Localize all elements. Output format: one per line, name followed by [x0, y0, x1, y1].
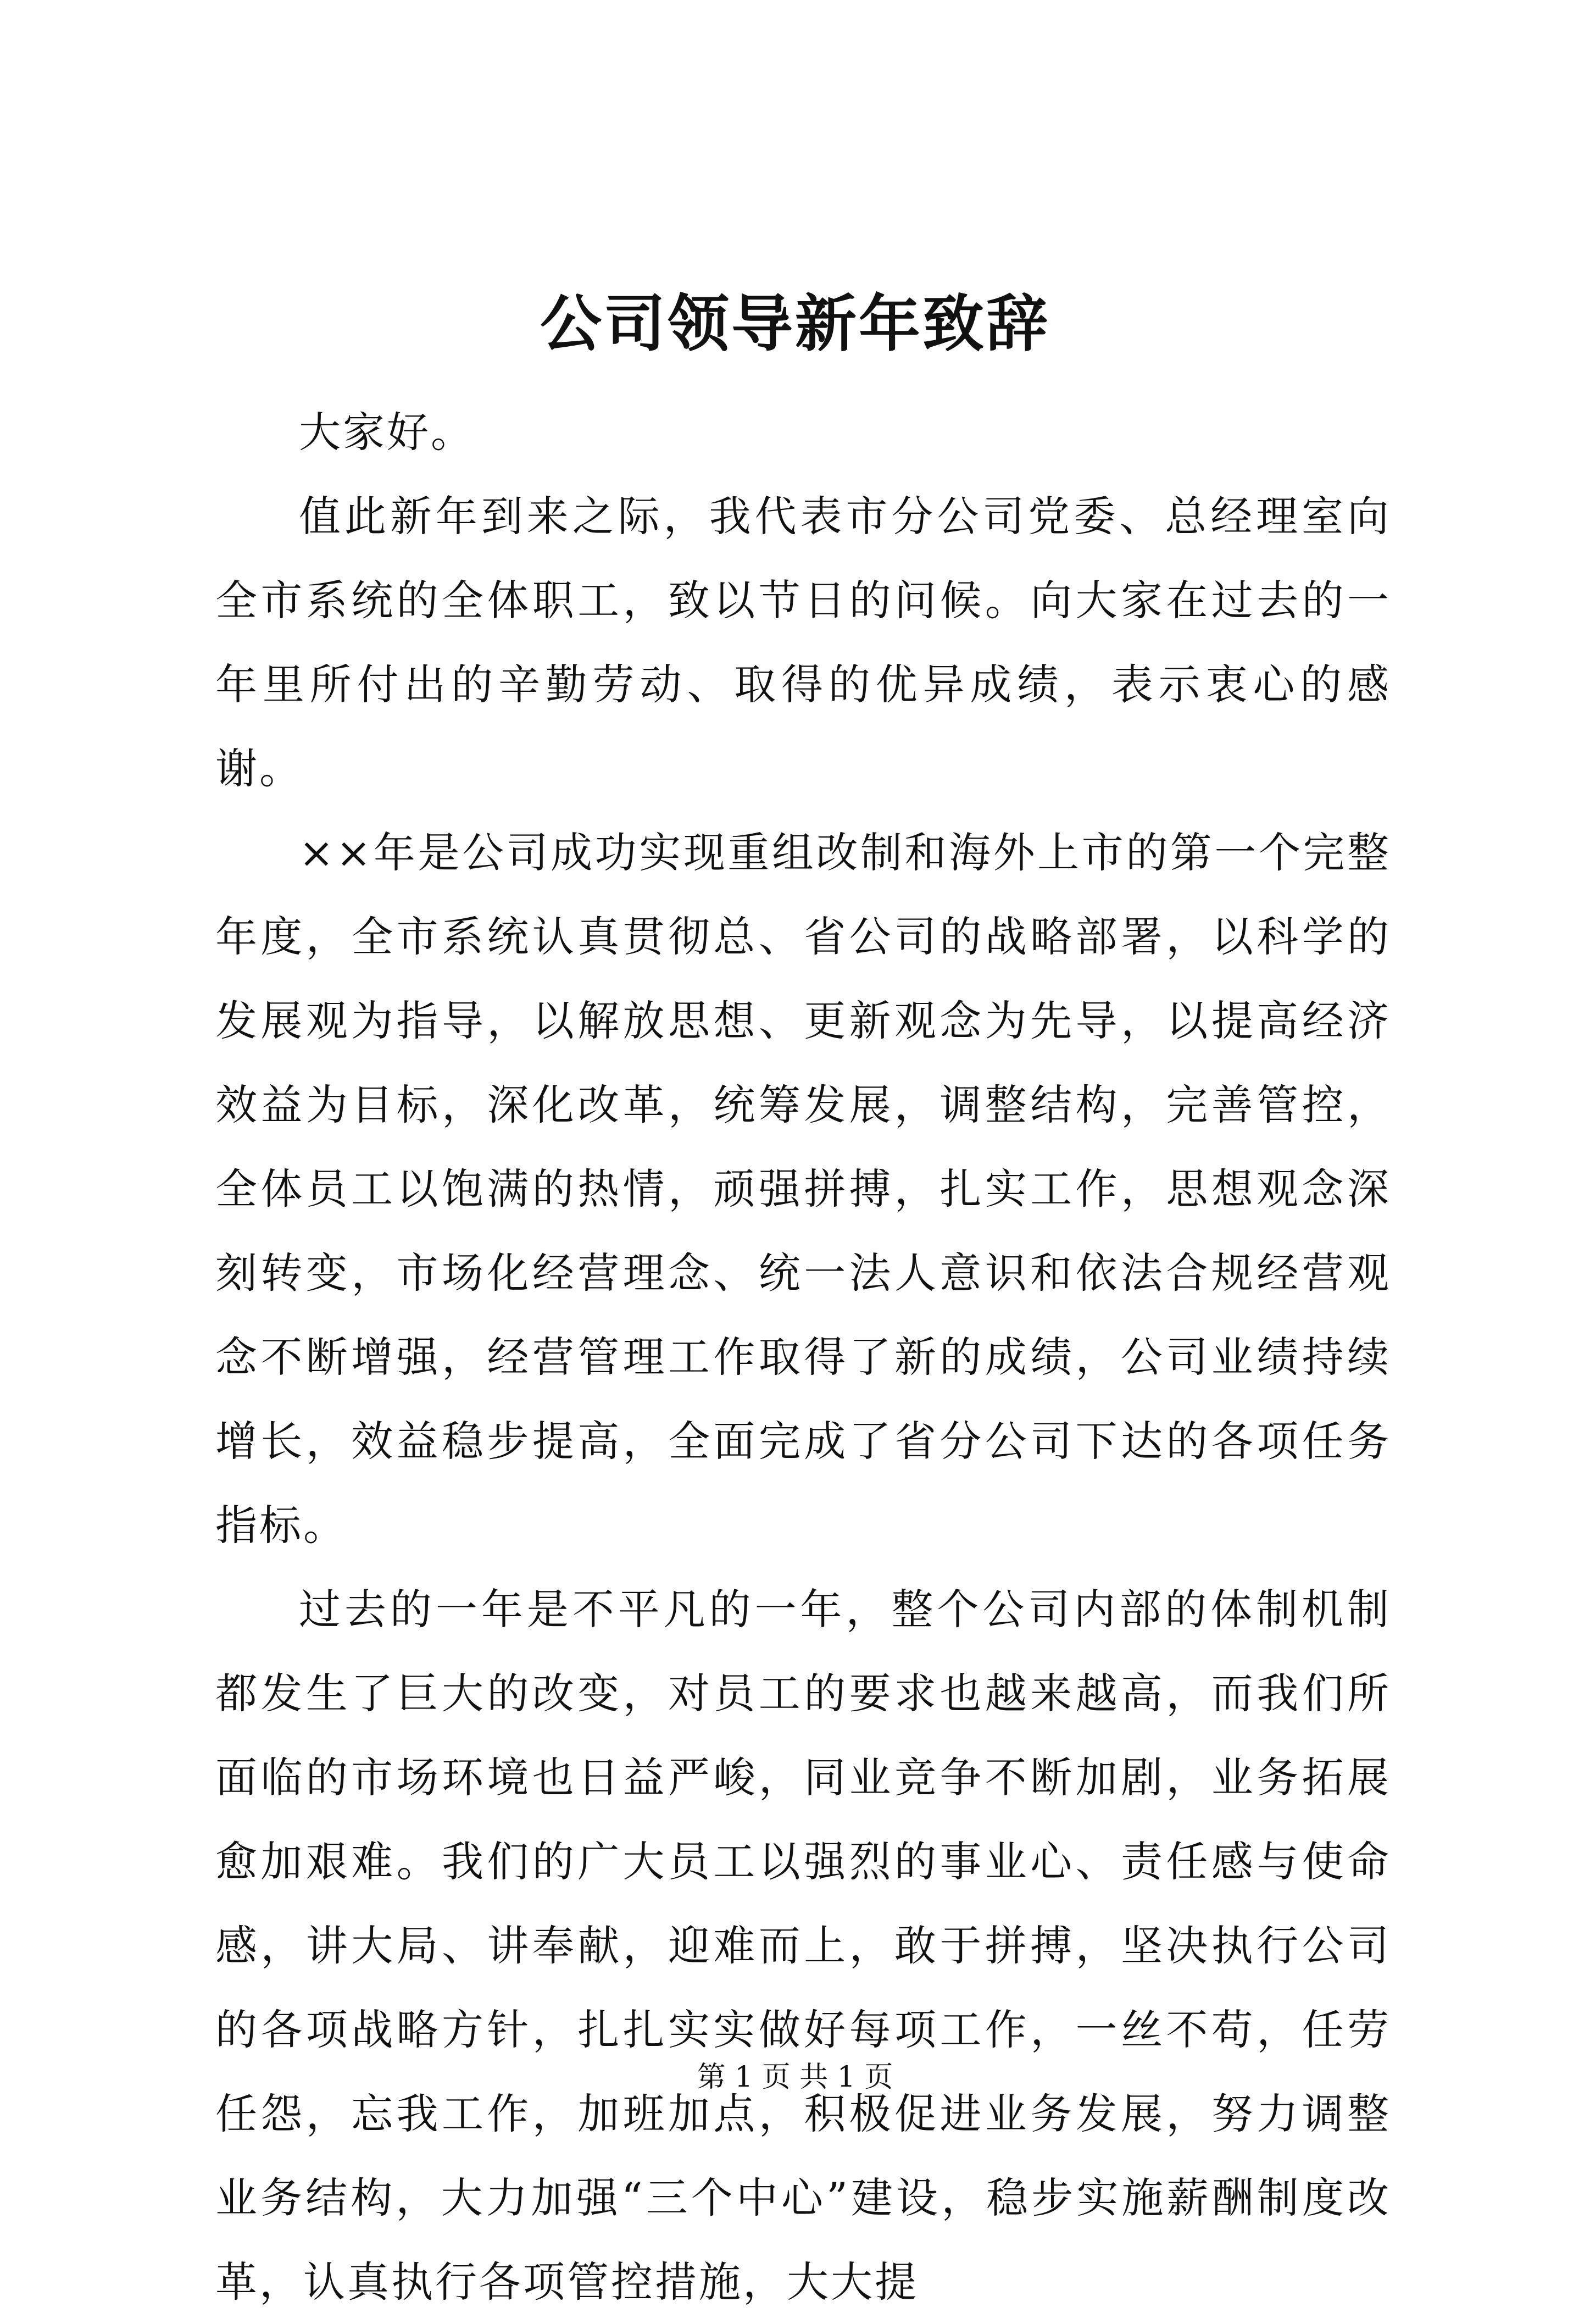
paragraph-year-review: ××年是公司成功实现重组改制和海外上市的第一个完整年度，全市系统认真贯彻总、省公司的战略部署，以科学的发展观为指导，以解放思想、更新观念为先导，以提高经济效益为目标，深化改革，统筹发展，调整结构，完善管控，全体员工以饱满的热情，顽强拼搏，扎实工作，思想观念深刻转变，市场化经营理念、统一法人意识和依法合规经营观念不断增强，经营管理工作取得了新的成绩，公司业绩持续增长，效益稳步提高，全面完成了省分公司下达的各项任务指标。	[215, 828, 1391, 1550]
paragraph-greeting: 大家好。	[299, 408, 475, 457]
document-title: 公司领导新年致辞	[540, 288, 1050, 360]
paragraph-greetings-thanks: 值此新年到来之际，我代表市分公司党委、总经理室向全市系统的全体职工，致以节日的问候。向大家在过去的一年里所付出的辛勤劳动、取得的优异成绩，表示衷心的感谢。	[215, 492, 1391, 793]
document-body	[215, 390, 1391, 2324]
paragraph-employee-praise: 过去的一年是不平凡的一年，整个公司内部的体制机制都发生了巨大的改变，对员工的要求也越来越高，而我们所面临的市场环境也日益严峻，同业竞争不断加剧，业务拓展愈加艰难。我们的广大员工以强烈的事业心、责任感与使命感，讲大局、讲奉献，迎难而上，敢于拼搏，坚决执行公司的各项战略方针，扎扎实实做好每项工作，一丝不苟，任劳任怨，忘我工作，加班加点，积极促进业务发展，努力调整业务结构，大力加强“三个中心”建设，稳步实施薪酬制度改革，认真执行各项管控措施，大大提	[215, 1585, 1391, 2306]
page-number-footer: 第 1 页 共 1 页	[697, 2061, 893, 2094]
